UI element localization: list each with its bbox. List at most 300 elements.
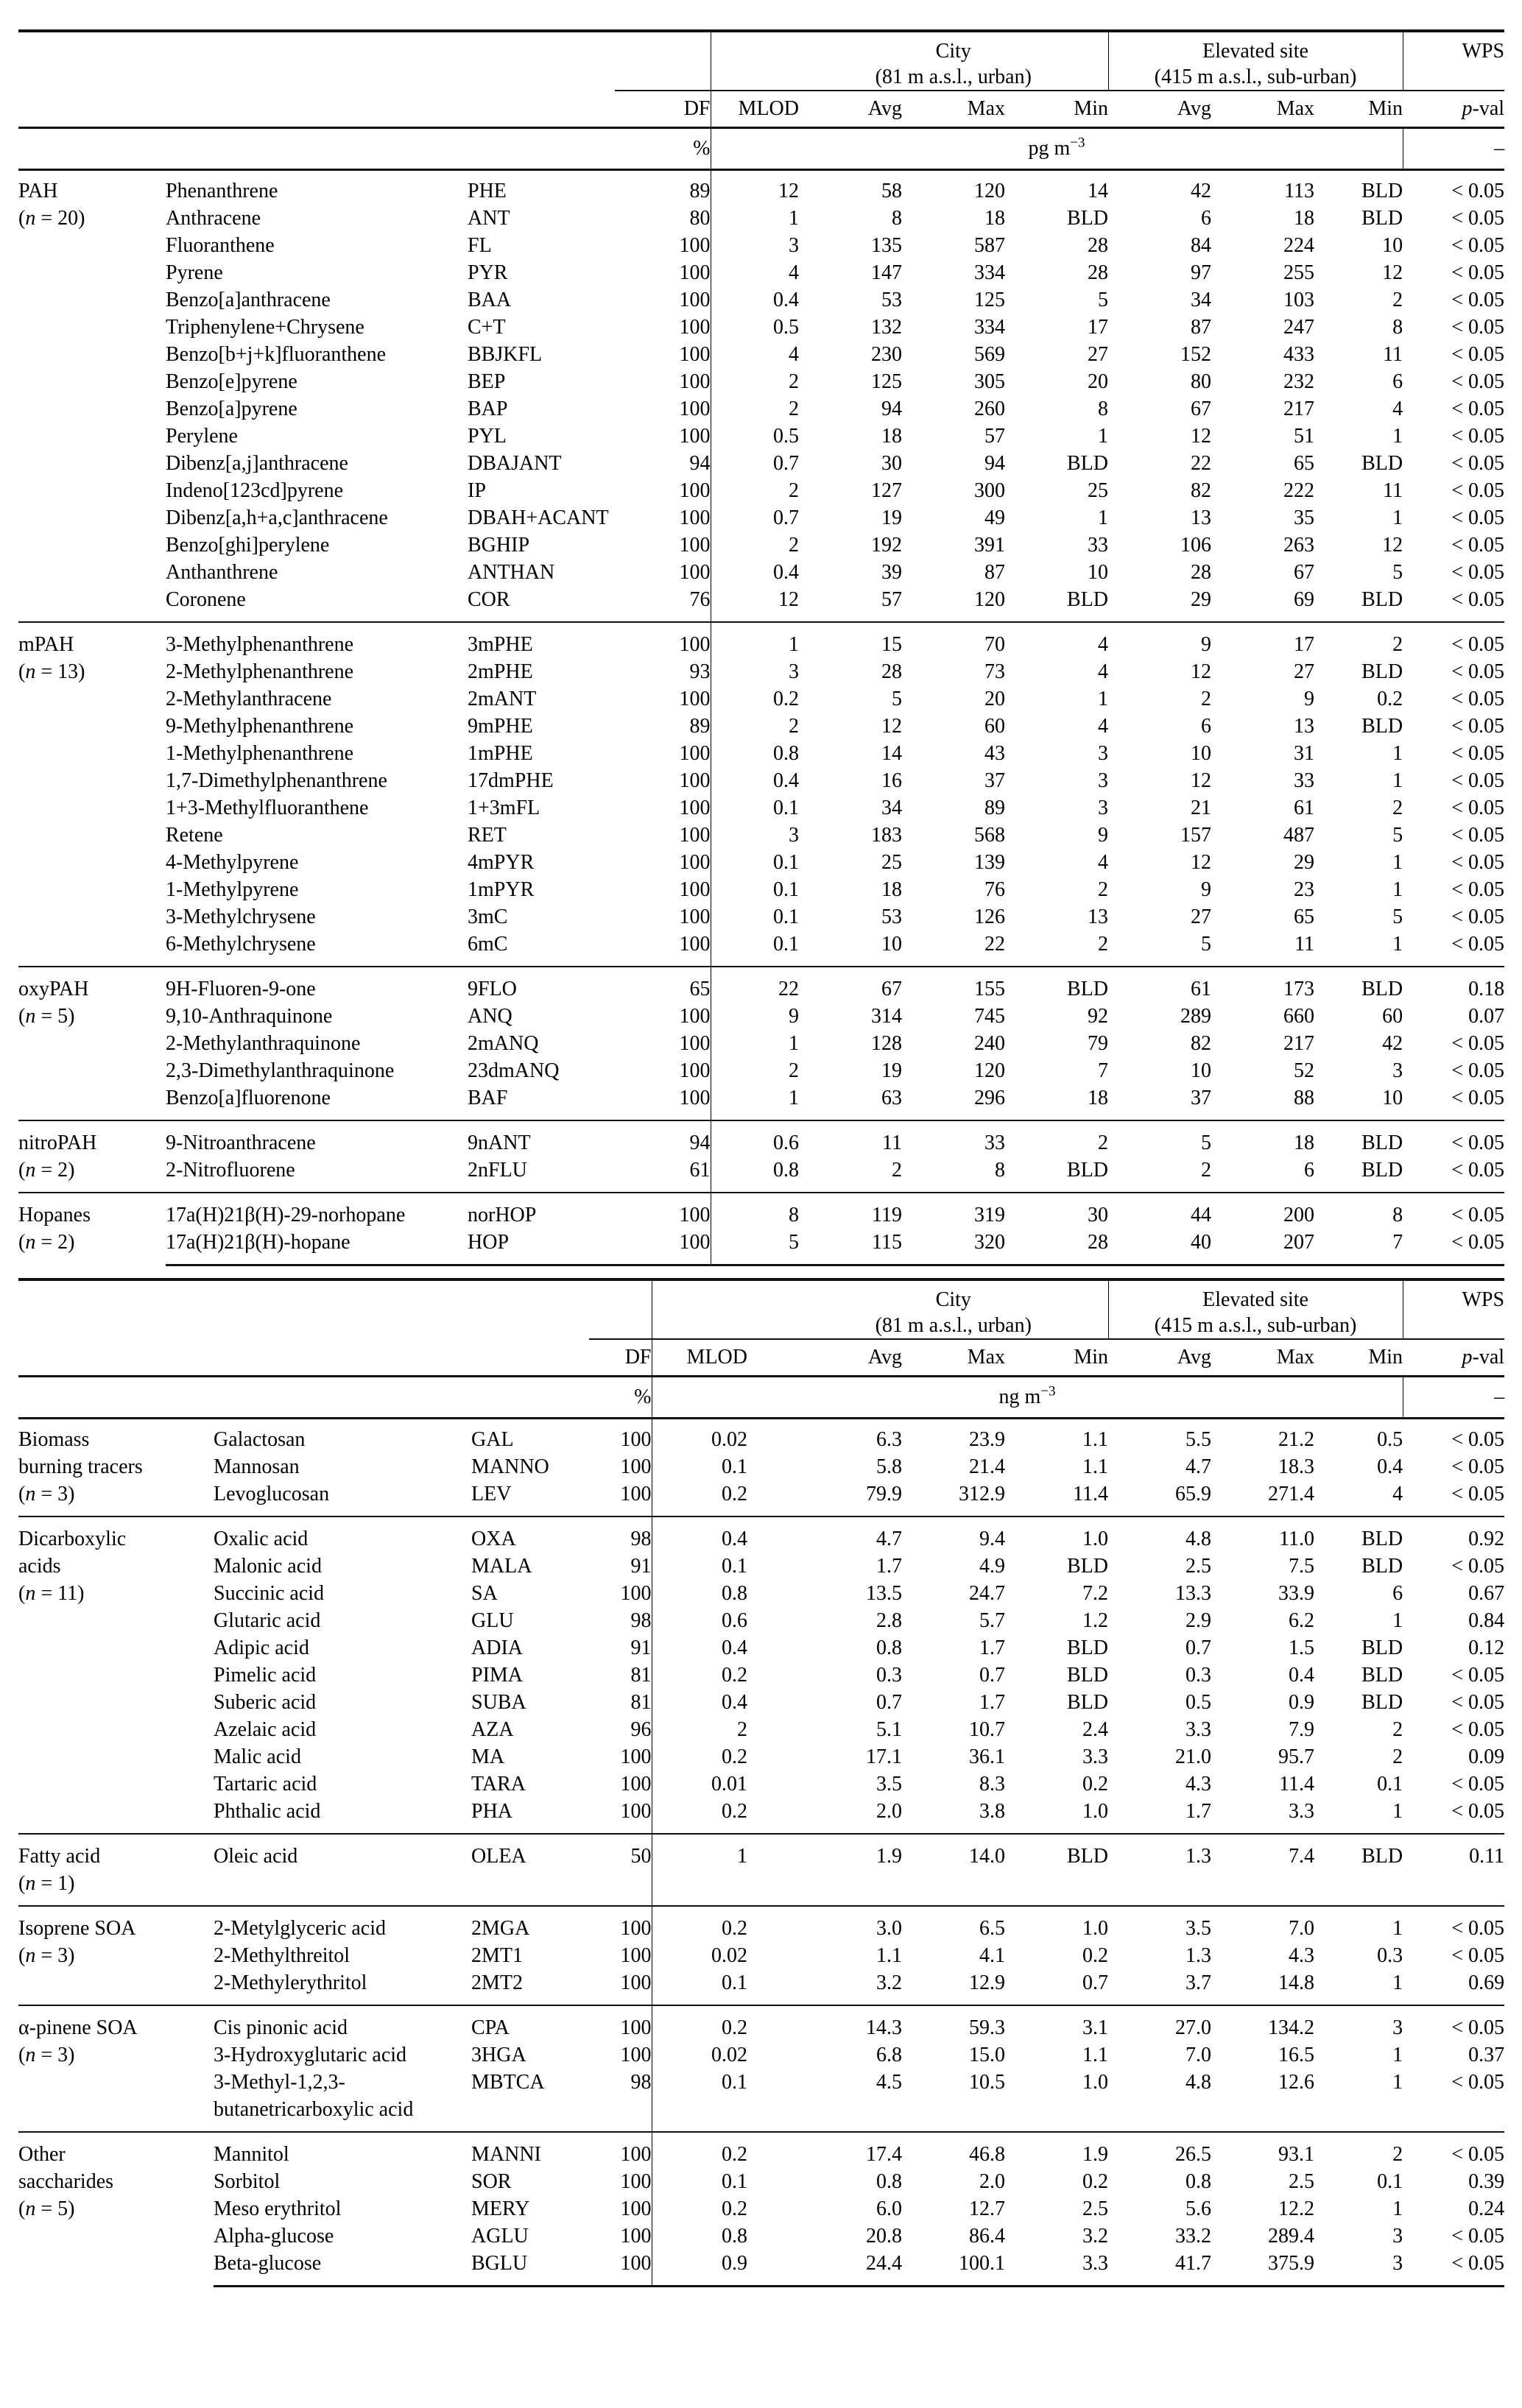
group-label-line: (n = 20) (18, 207, 85, 230)
compound-abbr: BBJKFL (468, 343, 543, 366)
city-max-value: 37 (984, 769, 1005, 792)
city-max-value: 14.0 (902, 1834, 1005, 1906)
mlod-value: 2 (789, 1059, 799, 1082)
df-value: 100 (615, 931, 711, 967)
pval-value: < 0.05 (1403, 2250, 1504, 2287)
city-min-value: BLD (1005, 1834, 1108, 1906)
city-avg-value: 0.8 (876, 1636, 902, 1659)
pval-header (1403, 91, 1504, 128)
elev-max-value: 6 (1304, 1159, 1315, 1182)
unit-base: ng m (998, 1385, 1041, 1408)
elev-max-value: 7.4 (1211, 1834, 1314, 1906)
city-max-value: 22 (984, 933, 1005, 956)
city-min-value: 3 (1098, 797, 1109, 819)
compound-abbr: MERY (471, 2197, 530, 2220)
compound-abbr: OLEA (471, 1834, 589, 1906)
table-row (18, 2250, 1504, 2287)
city-max-value: 1.7 (979, 1636, 1005, 1659)
city-avg-value: 79.9 (866, 1483, 902, 1505)
df-value: 89 (615, 713, 711, 740)
pval-value: 0.12 (1468, 1636, 1505, 1659)
wps-header: WPS (1403, 1279, 1504, 1339)
city-avg-value: 15 (799, 622, 902, 658)
table-row (18, 1553, 1504, 1580)
elev-avg-value: 6 (1201, 207, 1212, 230)
elev-avg-value: 33.2 (1175, 2225, 1212, 2248)
city-avg-value: 18 (881, 425, 902, 448)
city-avg-value: 1.9 (799, 1834, 902, 1906)
compound-abbr: MALA (471, 1555, 532, 1578)
elev-max-value: 7.5 (1289, 1555, 1315, 1578)
city-avg-value: 128 (871, 1032, 902, 1055)
mlod-value: 0.8 (722, 1582, 747, 1605)
df-value: 100 (615, 232, 711, 259)
pval-value: < 0.05 (1451, 1944, 1505, 1967)
compound-name: 2-Nitrofluorene (166, 1159, 295, 1182)
compound-abbr: DBAJANT (468, 452, 562, 475)
mlod-value: 3 (789, 660, 799, 683)
group-label (18, 2132, 214, 2287)
unit-exponent: −3 (1040, 1383, 1056, 1399)
city-min-value: 3 (1098, 769, 1109, 792)
table-row (18, 1942, 1504, 1969)
city-max-value: 18 (984, 207, 1005, 230)
compound-abbr: 2MT2 (471, 1971, 523, 1994)
elev-avg-value: 4.3 (1185, 1773, 1212, 1796)
city-min-value: 0.7 (1082, 1971, 1109, 1994)
table-row (18, 477, 1504, 504)
group-label (18, 622, 166, 967)
elev-min-value: 0.1 (1377, 2170, 1403, 2193)
compound-abbr: 9FLO (468, 967, 615, 1003)
mlod-value: 0.2 (773, 688, 799, 710)
elev-min-value: 5 (1392, 905, 1403, 928)
city-avg-value: 63 (881, 1087, 902, 1109)
city-avg-value: 192 (871, 534, 902, 557)
compound-name: Fluoranthene (166, 234, 275, 257)
mlod-value: 1 (789, 207, 799, 230)
table-row (18, 713, 1504, 740)
mlod-value: 3 (789, 824, 799, 847)
city-max-value: 125 (974, 289, 1005, 311)
mlod-value: 9 (789, 1005, 799, 1028)
compound-abbr: BAA (468, 289, 512, 311)
group-label-line: oxyPAH (18, 978, 89, 1000)
mlod-value: 0.2 (722, 1664, 747, 1687)
mlod-value: 0.2 (722, 1800, 747, 1823)
compound-name: 3-Methyl-1,2,3-butanetricarboxylic acid (214, 2071, 414, 2121)
group-label-line: acids (18, 1555, 61, 1578)
pval-value: < 0.05 (1451, 1691, 1505, 1714)
elev-min-value: 5 (1392, 561, 1403, 584)
compound-name: Phenanthrene (166, 180, 278, 202)
compound-name: 4-Methylpyrene (166, 851, 299, 874)
elev-avg-value: 22 (1191, 452, 1212, 475)
city-min-header: Min (1074, 97, 1109, 120)
pval-header-rest: -val (1472, 1346, 1505, 1369)
table-row (18, 1419, 1504, 1454)
mlod-value: 2 (789, 534, 799, 557)
city-min-value: 2 (1098, 878, 1109, 901)
compound-abbr: C+T (468, 316, 506, 339)
df-value: 100 (615, 559, 711, 586)
city-avg-value: 11 (799, 1120, 902, 1157)
city-subtitle: (81 m a.s.l., urban) (875, 1314, 1032, 1337)
elev-avg-value: 0.8 (1185, 2170, 1212, 2193)
mlod-value: 4 (789, 261, 799, 284)
mlod-value: 0.1 (722, 1971, 747, 1994)
elev-min-value: 1 (1392, 1609, 1403, 1632)
elev-min-value: BLD (1361, 452, 1403, 475)
compound-abbr: TARA (471, 1773, 526, 1796)
mlod-value: 0.2 (652, 2005, 799, 2041)
city-min-value: 28 (1005, 1229, 1108, 1265)
df-value: 100 (615, 286, 711, 314)
mlod-value: 0.02 (711, 2044, 747, 2066)
table-row (18, 259, 1504, 286)
city-min-value: 10 (1088, 561, 1109, 584)
table-row (18, 559, 1504, 586)
df-value: 100 (589, 2005, 652, 2041)
city-max-value: 296 (974, 1087, 1005, 1109)
table-row (18, 395, 1504, 423)
df-value: 100 (589, 1942, 652, 1969)
header-spacer (711, 31, 799, 91)
mlod-value: 0.4 (722, 1636, 747, 1659)
pval-value: < 0.05 (1451, 506, 1505, 529)
df-value: 100 (589, 1580, 652, 1607)
city-max-value: 15.0 (969, 2044, 1005, 2066)
city-title: City (935, 1288, 971, 1311)
city-min-value: 1.2 (1082, 1609, 1109, 1632)
df-value: 100 (615, 1084, 711, 1120)
concentration-unit (711, 128, 1403, 170)
elev-max-value: 65 (1294, 905, 1315, 928)
group-label-line: Dicarboxylic (18, 1528, 127, 1550)
elev-max-value: 16.5 (1278, 2044, 1315, 2066)
df-value: 89 (615, 170, 711, 205)
df-value: 100 (589, 1453, 652, 1480)
compound-abbr: MANNI (471, 2132, 589, 2168)
compound-abbr: GAL (471, 1428, 514, 1451)
city-min-header: Min (1074, 1346, 1109, 1369)
table-row (18, 450, 1504, 477)
elev-min-value: 8 (1392, 316, 1403, 339)
compound-abbr: SA (471, 1582, 498, 1605)
elev-min-value: 0.1 (1377, 1773, 1403, 1796)
df-header: DF (589, 1339, 652, 1377)
elev-min-value: BLD (1361, 180, 1403, 202)
pval-value: < 0.05 (1451, 1773, 1505, 1796)
city-max-value: 155 (902, 967, 1005, 1003)
city-min-value: 1.1 (1082, 1455, 1109, 1478)
header-spacer (18, 128, 615, 170)
group-label-line: saccharides (18, 2170, 114, 2193)
mlod-value: 0.4 (773, 289, 799, 311)
pval-value: < 0.05 (1451, 343, 1505, 366)
mlod-value: 2 (789, 715, 799, 738)
group-label-line: nitroPAH (18, 1131, 97, 1154)
city-avg-value: 10 (881, 933, 902, 956)
city-max-value: 12.7 (969, 2197, 1005, 2220)
elev-max-value: 255 (1283, 261, 1315, 284)
city-max-header: Max (967, 1346, 1005, 1369)
city-max-value: 49 (984, 506, 1005, 529)
elev-avg-value: 67 (1191, 398, 1212, 420)
concentration-unit (652, 1377, 1403, 1419)
df-value: 100 (589, 2041, 652, 2069)
compound-name: Malic acid (214, 1745, 301, 1768)
elev-max-value: 11.0 (1211, 1517, 1314, 1553)
header-spacer (18, 1377, 589, 1419)
df-value: 93 (615, 658, 711, 685)
elev-avg-value: 5 (1201, 933, 1212, 956)
elev-min-value: 11 (1383, 479, 1403, 502)
df-value: 98 (589, 1517, 652, 1553)
mlod-value: 0.1 (722, 1555, 747, 1578)
city-max-value: 745 (974, 1005, 1005, 1028)
city-max-value: 70 (902, 622, 1005, 658)
df-value: 100 (615, 1057, 711, 1084)
pval-value: < 0.05 (1451, 398, 1505, 420)
city-avg-value: 8 (892, 207, 902, 230)
df-value: 50 (589, 1834, 652, 1906)
elev-avg-value: 13.3 (1175, 1582, 1212, 1605)
elev-max-value: 35 (1294, 506, 1315, 529)
city-max-value: 126 (974, 905, 1005, 928)
elevated-site-header (1108, 31, 1403, 91)
mlod-value: 0.1 (722, 2071, 747, 2094)
pval-value: < 0.05 (1451, 1059, 1505, 1082)
city-avg-value: 1.7 (876, 1555, 902, 1578)
elev-min-value: 1 (1392, 2197, 1403, 2220)
compound-name: 17a(H)21β(H)-29-norhopane (166, 1193, 468, 1229)
compound-name: 2-Methylphenanthrene (166, 660, 354, 683)
city-avg-value: 119 (799, 1193, 902, 1229)
city-max-value: 20 (984, 688, 1005, 710)
city-min-value: 1.1 (1082, 2044, 1109, 2066)
pval-value: < 0.05 (1451, 316, 1505, 339)
compound-abbr: ANT (468, 207, 510, 230)
elev-min-value: 10 (1382, 1087, 1403, 1109)
pval-italic-p: p (1462, 97, 1473, 120)
compound-abbr: HOP (468, 1229, 615, 1265)
compound-abbr: 1mPYR (468, 878, 535, 901)
compound-name: 9-Nitroanthracene (166, 1120, 468, 1157)
elev-max-value: 0.9 (1289, 1691, 1315, 1714)
elev-max-value: 29 (1294, 851, 1315, 874)
elevated-site-header (1108, 1279, 1403, 1339)
table-row (18, 685, 1504, 713)
compound-abbr: 2MGA (471, 1906, 589, 1942)
pval-value: < 0.05 (1451, 452, 1505, 475)
df-value: 100 (615, 767, 711, 794)
city-max-value: 569 (974, 343, 1005, 366)
table-row (18, 586, 1504, 622)
city-min-value: 14 (1088, 180, 1109, 202)
pval-unit: – (1403, 1377, 1504, 1419)
compound-name: 1-Methylpyrene (166, 878, 299, 901)
table-row (18, 876, 1504, 903)
mlod-header: MLOD (738, 97, 799, 120)
elev-max-value: 31 (1294, 742, 1315, 765)
city-min-value: 1 (1098, 425, 1109, 448)
elev-avg-value: 3.5 (1108, 1906, 1211, 1942)
elev-avg-value: 12 (1191, 851, 1212, 874)
elev-min-value: 3 (1314, 2250, 1403, 2287)
city-max-value: 0.7 (979, 1664, 1005, 1687)
city-avg-value: 67 (799, 967, 902, 1003)
pval-value: < 0.05 (1451, 180, 1505, 202)
elev-min-value: BLD (1361, 588, 1403, 611)
city-min-value: 20 (1088, 370, 1109, 393)
city-avg-value: 230 (871, 343, 902, 366)
group-label-line: Hopanes (18, 1204, 91, 1226)
city-max-value: 120 (974, 1059, 1005, 1082)
pval-value: < 0.05 (1451, 797, 1505, 819)
group-label-line: burning tracers (18, 1455, 143, 1478)
mlod-value: 2 (789, 398, 799, 420)
compound-name: Phthalic acid (214, 1800, 321, 1823)
city-avg-value: 5 (892, 688, 902, 710)
elev-avg-value: 40 (1108, 1229, 1211, 1265)
city-min-value: 2.4 (1082, 1718, 1109, 1741)
compound-abbr: 23dmANQ (468, 1059, 560, 1082)
elev-max-value: 222 (1283, 479, 1315, 502)
df-value: 100 (615, 849, 711, 876)
elev-avg-value: 4.7 (1185, 1455, 1212, 1478)
city-avg-value: 127 (871, 479, 902, 502)
city-max-value: 260 (974, 398, 1005, 420)
elev-min-value: 1 (1392, 769, 1403, 792)
pval-value: 0.92 (1403, 1517, 1504, 1553)
elev-min-value: 11 (1383, 343, 1403, 366)
compound-name: 2-Methylerythritol (214, 1971, 367, 1994)
elev-avg-value: 10 (1191, 1059, 1212, 1082)
city-avg-value: 2.0 (876, 1800, 902, 1823)
compound-abbr: 9mPHE (468, 715, 533, 738)
pval-value: < 0.05 (1451, 715, 1505, 738)
pval-value: < 0.05 (1451, 851, 1505, 874)
compound-name: 3-Methylchrysene (166, 905, 316, 928)
elevated-title: Elevated site (1202, 40, 1308, 63)
mlod-value: 0.4 (652, 1517, 799, 1553)
site-header-row (18, 31, 1504, 91)
city-avg-value: 14 (881, 742, 902, 765)
group-label-line: (n = 5) (18, 2197, 75, 2220)
elev-min-value: 3 (1314, 2005, 1403, 2041)
df-unit: % (589, 1377, 652, 1419)
compound-name: 6-Methylchrysene (166, 933, 316, 956)
table-row (18, 1157, 1504, 1193)
table-row (18, 1716, 1504, 1743)
pval-unit: – (1403, 128, 1504, 170)
elev-max-value: 67 (1294, 561, 1315, 584)
city-max-value: 1.7 (979, 1691, 1005, 1714)
pval-value: 0.37 (1468, 2044, 1505, 2066)
city-min-value: 2.5 (1082, 2197, 1109, 2220)
df-value: 100 (589, 1743, 652, 1770)
table-row (18, 2041, 1504, 2069)
elev-max-header: Max (1276, 97, 1315, 120)
city-avg-value: 25 (881, 851, 902, 874)
elev-max-value: 263 (1283, 534, 1315, 557)
elev-avg-value: 1.7 (1185, 1800, 1212, 1823)
compound-name: Beta-glucose (214, 2250, 471, 2287)
pval-value: < 0.05 (1451, 479, 1505, 502)
elev-min-value: BLD (1361, 715, 1403, 738)
mlod-value: 0.4 (773, 561, 799, 584)
mlod-value: 1 (789, 1087, 799, 1109)
pval-value: < 0.05 (1451, 1087, 1505, 1109)
table-row (18, 903, 1504, 931)
compound-abbr: SUBA (471, 1691, 526, 1714)
pval-value: 0.11 (1403, 1834, 1504, 1906)
pval-value: < 0.05 (1403, 2005, 1504, 2041)
elevated-subtitle: (415 m a.s.l., sub-urban) (1154, 1314, 1357, 1337)
pval-value: < 0.05 (1451, 905, 1505, 928)
elev-min-value: BLD (1361, 207, 1403, 230)
city-avg-header: Avg (867, 97, 902, 120)
elev-max-value: 134.2 (1211, 2005, 1314, 2041)
city-min-value: 18 (1088, 1087, 1109, 1109)
units-row (18, 128, 1504, 170)
group-label-line: (n = 13) (18, 660, 85, 683)
df-value: 61 (615, 1157, 711, 1193)
mlod-value: 0.5 (773, 316, 799, 339)
city-max-value: 4.9 (979, 1555, 1005, 1578)
city-avg-value: 5.8 (876, 1455, 902, 1478)
group-label-line: Fatty acid (18, 1845, 101, 1868)
elev-avg-value: 5 (1108, 1120, 1211, 1157)
pval-value: < 0.05 (1451, 561, 1505, 584)
city-min-value: 1.0 (1082, 1800, 1109, 1823)
table-row (18, 1906, 1504, 1942)
pval-value: < 0.05 (1451, 1455, 1505, 1478)
elev-avg-value: 3.3 (1185, 1718, 1212, 1741)
mlod-value: 0.4 (773, 769, 799, 792)
city-min-value: 13 (1088, 905, 1109, 928)
elev-min-value: BLD (1314, 1120, 1403, 1157)
compound-name: 2-Metylglyceric acid (214, 1906, 471, 1942)
elev-avg-value: 12 (1191, 660, 1212, 683)
pval-value: < 0.05 (1451, 1159, 1505, 1182)
city-avg-value: 3.2 (876, 1971, 902, 1994)
elev-max-value: 200 (1211, 1193, 1314, 1229)
elev-avg-value: 157 (1180, 824, 1212, 847)
elev-max-value: 12.6 (1278, 2071, 1315, 2094)
city-avg-value: 94 (881, 398, 902, 420)
pval-value: < 0.05 (1451, 1428, 1505, 1451)
elev-avg-value: 44 (1108, 1193, 1211, 1229)
df-value: 100 (589, 2195, 652, 2222)
mlod-value: 4 (789, 343, 799, 366)
table-row (18, 314, 1504, 341)
pval-value: < 0.05 (1451, 769, 1505, 792)
compound-abbr: PYL (468, 425, 507, 448)
mlod-value: 2 (789, 370, 799, 393)
compound-name: 1-Methylphenanthrene (166, 742, 354, 765)
city-max-value: 8.3 (979, 1773, 1005, 1796)
pval-value: < 0.05 (1451, 1555, 1505, 1578)
df-value: 98 (589, 1607, 652, 1634)
mlod-value: 0.1 (722, 2170, 747, 2193)
mlod-value: 8 (711, 1193, 799, 1229)
compound-abbr: 17dmPHE (468, 769, 554, 792)
compound-name: 3-Methylphenanthrene (166, 622, 468, 658)
city-avg-value: 2 (892, 1159, 902, 1182)
compound-abbr: PYR (468, 261, 508, 284)
